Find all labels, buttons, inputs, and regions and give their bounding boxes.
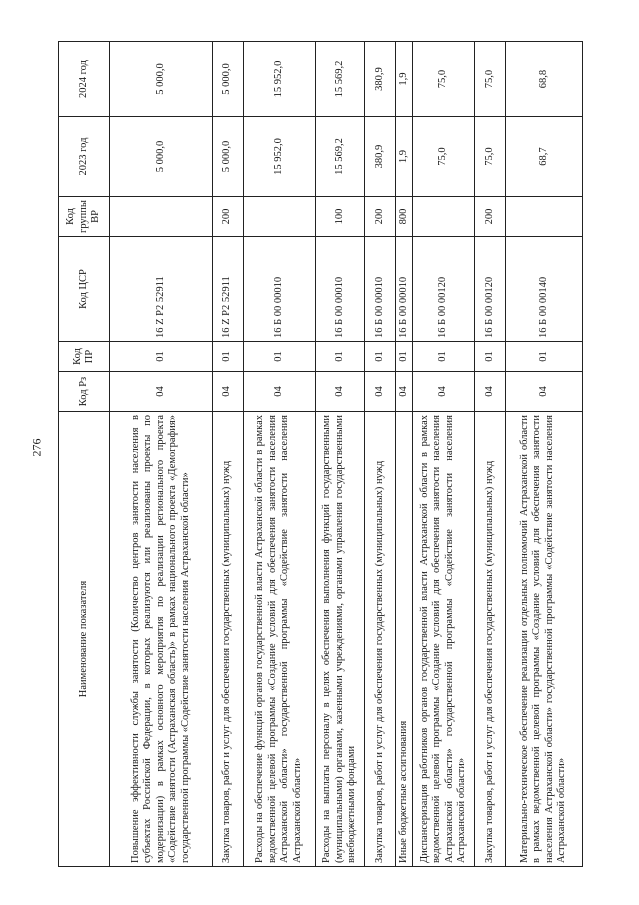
table-row xyxy=(212,42,243,867)
header-csr: Код ЦСР xyxy=(59,237,110,342)
cell-rz: 04 xyxy=(474,372,505,412)
cell-2024: 1,9 xyxy=(395,42,412,117)
cell-rz: 04 xyxy=(110,372,213,412)
cell-2023: 1,9 xyxy=(395,117,412,197)
cell-csr: 16 Б 00 00010 xyxy=(395,237,412,342)
cell-2023: 5 000,0 xyxy=(212,117,243,197)
table-row xyxy=(413,42,475,867)
cell-2024: 15 952,0 xyxy=(243,42,315,117)
cell-vr: 200 xyxy=(212,197,243,237)
header-pr: Код ПР xyxy=(59,342,110,372)
table-header-row xyxy=(59,42,110,867)
table-row xyxy=(395,42,412,867)
table-row xyxy=(110,42,213,867)
table-row xyxy=(364,42,395,867)
cell-pr: 01 xyxy=(212,342,243,372)
cell-vr xyxy=(110,197,213,237)
cell-vr xyxy=(505,197,582,237)
budget-table-rotated xyxy=(58,42,583,867)
header-name: Наименование показателя xyxy=(59,412,110,867)
header-vr: Код группы ВР xyxy=(59,197,110,237)
cell-2024: 75,0 xyxy=(474,42,505,117)
cell-name: Повышение эффективности службы занятости (Количество центров занятости населения в субъектах Российской Федерации, в которых реализуются или реализованы проекты по модернизации) в рамках основного мероприятия по реализации регионального проекта «Содействие занятости (Астраханская область)» в рамках национального проекта «Демография» государственной программы «Содействие занятости населения Астраханской области» xyxy=(110,412,213,867)
header-rz: Код Рз xyxy=(59,372,110,412)
cell-name: Закупка товаров, работ и услуг для обеспечения государственных (муниципальных) нужд xyxy=(364,412,395,867)
cell-rz: 04 xyxy=(315,372,364,412)
cell-vr: 200 xyxy=(364,197,395,237)
cell-name: Расходы на выплаты персоналу в целях обеспечения выполнения функций государственными (муниципальными) органами, казенными учреждениями, органами управления государственными внебюджетными фондами xyxy=(315,412,364,867)
cell-2023: 75,0 xyxy=(413,117,475,197)
cell-2023: 68,7 xyxy=(505,117,582,197)
cell-rz: 04 xyxy=(212,372,243,412)
budget-table xyxy=(58,41,583,867)
cell-rz: 04 xyxy=(395,372,412,412)
cell-csr: 16 Б 00 00140 xyxy=(505,237,582,342)
cell-pr: 01 xyxy=(364,342,395,372)
cell-rz: 04 xyxy=(505,372,582,412)
cell-2024: 380,9 xyxy=(364,42,395,117)
cell-vr xyxy=(243,197,315,237)
table-row xyxy=(243,42,315,867)
table-row xyxy=(505,42,582,867)
cell-rz: 04 xyxy=(243,372,315,412)
cell-name: Закупка товаров, работ и услуг для обеспечения государственных (муниципальных) нужд xyxy=(474,412,505,867)
cell-rz: 04 xyxy=(364,372,395,412)
cell-csr: 16 Z P2 52911 xyxy=(212,237,243,342)
page-number: 276 xyxy=(29,438,44,457)
cell-name: Иные бюджетные ассигнования xyxy=(395,412,412,867)
cell-vr: 100 xyxy=(315,197,364,237)
cell-rz: 04 xyxy=(413,372,475,412)
cell-pr: 01 xyxy=(413,342,475,372)
cell-vr: 800 xyxy=(395,197,412,237)
cell-csr: 16 Б 00 00010 xyxy=(364,237,395,342)
cell-csr: 16 Б 00 00120 xyxy=(474,237,505,342)
cell-pr: 01 xyxy=(110,342,213,372)
cell-pr: 01 xyxy=(395,342,412,372)
cell-2024: 5 000,0 xyxy=(212,42,243,117)
cell-pr: 01 xyxy=(505,342,582,372)
cell-2024: 68,8 xyxy=(505,42,582,117)
cell-2024: 5 000,0 xyxy=(110,42,213,117)
cell-2023: 380,9 xyxy=(364,117,395,197)
table-row xyxy=(474,42,505,867)
cell-csr: 16 Б 00 00120 xyxy=(413,237,475,342)
cell-pr: 01 xyxy=(474,342,505,372)
cell-2024: 75,0 xyxy=(413,42,475,117)
header-2024: 2024 год xyxy=(59,42,110,117)
cell-2023: 15 952,0 xyxy=(243,117,315,197)
cell-pr: 01 xyxy=(315,342,364,372)
cell-csr: 16 Z P2 52911 xyxy=(110,237,213,342)
cell-2024: 15 569,2 xyxy=(315,42,364,117)
cell-name: Закупка товаров, работ и услуг для обеспечения государственных (муниципальных) нужд xyxy=(212,412,243,867)
cell-csr: 16 Б 00 00010 xyxy=(243,237,315,342)
cell-vr: 200 xyxy=(474,197,505,237)
cell-name: Материально-техническое обеспечение реализации отдельных полномочий Астраханской области в рамках ведомственной целевой программы «Создание условий для обеспечения занятости населения Астраханской области» государственной программы «Содействие занятости населения Астраханской области» xyxy=(505,412,582,867)
cell-2023: 5 000,0 xyxy=(110,117,213,197)
cell-pr: 01 xyxy=(243,342,315,372)
cell-vr xyxy=(413,197,475,237)
header-2023: 2023 год xyxy=(59,117,110,197)
table-row xyxy=(315,42,364,867)
cell-name: Расходы на обеспечение функций органов государственной власти Астраханской области в рамках ведомственной целевой программы «Создание условий для обеспечения занятости населения Астраханской области» государственной программы «Содействие занятости населения Астраханской области» xyxy=(243,412,315,867)
cell-csr: 16 Б 00 00010 xyxy=(315,237,364,342)
cell-2023: 75,0 xyxy=(474,117,505,197)
cell-name: Диспансеризация работников органов государственной власти Астраханской области в рамках ведомственной целевой программы «Создание условий для обеспечения занятости населения Астраханской области» государственной программы «Содействие занятости населения Астраханской области» xyxy=(413,412,475,867)
cell-2023: 15 569,2 xyxy=(315,117,364,197)
